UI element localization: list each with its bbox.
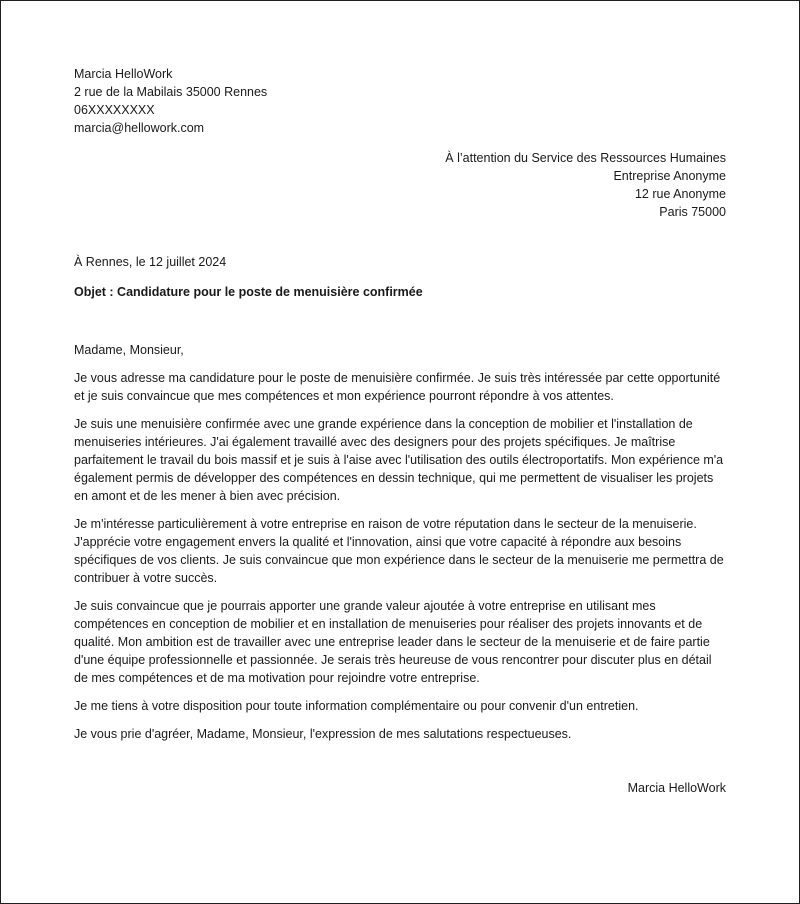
paragraph-closing-availability: Je me tiens à votre disposition pour toute information complémentaire ou pour convenir d'un entretien. xyxy=(74,699,639,713)
sender-email: marcia@hellowork.com xyxy=(74,121,205,135)
paragraph-1: Je vous adresse ma candidature pour le poste de menuisière confirmée. Je suis très intéressée par cette opportunité et je suis convaincue que mes compétences et mon expérience pourront répondre à vos attentes. xyxy=(74,371,721,403)
subject-line: Objet : Candidature pour le poste de menuisière confirmée xyxy=(74,285,423,299)
sender-phone: 06XXXXXXXX xyxy=(74,103,155,117)
sender-address: 2 rue de la Mabilais 35000 Rennes xyxy=(74,85,268,99)
recipient-block xyxy=(74,149,726,221)
salutation: Madame, Monsieur, xyxy=(74,343,184,357)
paragraph-closing-formula: Je vous prie d'agréer, Madame, Monsieur, l'expression de mes salutations respectueuses. xyxy=(74,727,572,741)
paragraph-4: Je suis convaincue que je pourrais apporter une grande valeur ajoutée à votre entreprise en utilisant mes compétences en conception de mobilier et en installation de menuiseries pour réaliser des projets innovants et de qualité. Mon ambition est de travailler avec une entreprise leader dans le secteur de la menuiserie et de faire partie d'une équipe professionnelle et passionnée. Je serais très heureuse de vous rencontrer pour discuter plus en détail de mes compétences et de ma motivation pour rejoindre votre entreprise. xyxy=(74,599,712,685)
paragraph-3: Je m'intéresse particulièrement à votre entreprise en raison de votre réputation dans le secteur de la menuiserie. J'apprécie votre engagement envers la qualité et l'innovation, ainsi que votre capacité à répondre aux besoins spécifiques de vos clients. Je suis convaincue que mon expérience dans le secteur de la menuiserie me permettra de contribuer à votre succès. xyxy=(74,517,724,585)
sender-name: Marcia HelloWork xyxy=(74,67,173,81)
recipient-city: Paris 75000 xyxy=(659,205,726,219)
date-line: À Rennes, le 12 juillet 2024 xyxy=(74,255,227,269)
recipient-attention: À l’attention du Service des Ressources Humaines xyxy=(445,151,726,165)
recipient-street: 12 rue Anonyme xyxy=(634,187,726,201)
signature: Marcia HelloWork xyxy=(627,781,726,795)
recipient-company: Entreprise Anonyme xyxy=(613,169,726,183)
letter-content xyxy=(74,65,726,797)
sender-block xyxy=(74,65,726,137)
paragraph-2: Je suis une menuisière confirmée avec une grande expérience dans la conception de mobilier et l'installation de menuiseries intérieures. J'ai également travaillé avec des designers pour des projets spécifiques. Je maîtrise parfaitement le travail du bois massif et je suis à l'aise avec l'utilisation des outils électroportatifs. Mon expérience m'a également permis de développer des compétences en dessin technique, qui me permettent de visualiser les projets en amont et de les mener à bien avec précision. xyxy=(74,417,724,503)
